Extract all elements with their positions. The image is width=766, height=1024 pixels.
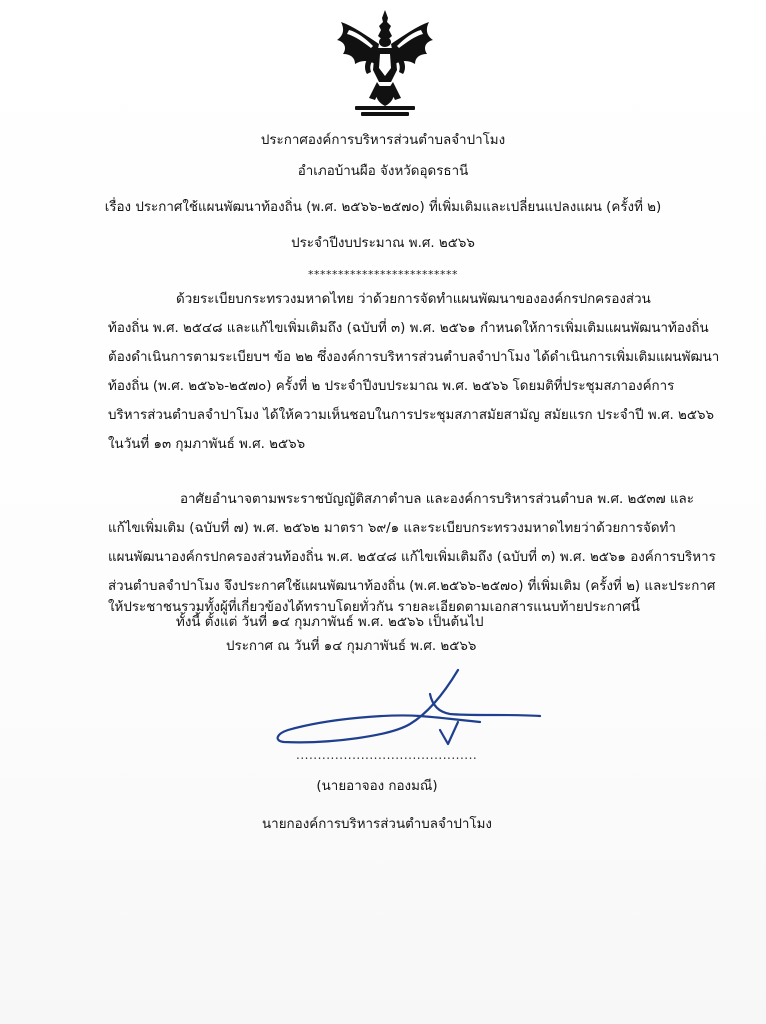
paragraph2-line: แก้ไขเพิ่มเติม (ฉบับที่ ๗) พ.ศ. ๒๕๖๒ มาตรา ๖๙/๑ และระเบียบกระทรวงมหาดไทยว่าด้วยการจัดทำ: [108, 521, 676, 536]
paragraph1-line: ในวันที่ ๑๓ กุมภาพันธ์ พ.ศ. ๒๕๖๖: [108, 437, 306, 452]
announcement-subject: เรื่อง ประกาศใช้แผนพัฒนาท้องถิ่น (พ.ศ. ๒๕๖๖-๒๕๗๐) ที่เพิ่มเติมและเปลี่ยนแปลงแผน (ครั้งที่ ๒): [104, 200, 662, 215]
paragraph2-line: ให้ประชาชนรวมทั้งผู้ที่เกี่ยวข้องได้ทราบโดยทั่วกัน รายละเอียดตามเอกสารแนบท้ายประกาศนี้: [108, 600, 640, 615]
paragraph1-line: ต้องดำเนินการตามระเบียบฯ ข้อ ๒๒ ซึ่งองค์การบริหารส่วนตำบลจำปาโมง ได้ดำเนินการเพิ่มเติมแผนพัฒนา: [108, 350, 720, 365]
announcement-location: อำเภอบ้านผือ จังหวัดอุดรธานี: [297, 164, 469, 179]
announced-date: ประกาศ ณ วันที่ ๑๔ กุมภาพันธ์ พ.ศ. ๒๕๖๖: [226, 639, 477, 654]
separator-stars: *************************: [308, 268, 458, 281]
announcement-fiscal-year: ประจำปีงบประมาณ พ.ศ. ๒๕๖๖: [291, 236, 475, 251]
paragraph2-line: ส่วนตำบลจำปาโมง จึงประกาศใช้แผนพัฒนาท้องถิ่น (พ.ศ.๒๕๖๖-๒๕๗๐) ที่เพิ่มเติม (ครั้งที่ ๒) และประกาศ: [108, 579, 716, 594]
announcement-title: ประกาศองค์การบริหารส่วนตำบลจำปาโมง: [260, 133, 506, 148]
signer-name: (นายอาจอง กองมณี): [316, 779, 438, 794]
paragraph2-line: อาศัยอำนาจตามพระราชบัญญัติสภาตำบล และองค์การบริหารส่วนตำบล พ.ศ. ๒๕๓๗ และ: [180, 492, 694, 507]
paragraph1-line: ท้องถิ่น พ.ศ. ๒๕๔๘ และแก้ไขเพิ่มเติมถึง (ฉบับที่ ๓) พ.ศ. ๒๕๖๑ กำหนดให้การเพิ่มเติมแผนพัฒนาท้องถิ่น: [108, 321, 709, 336]
signature-dotted-line: ..........................................: [296, 748, 478, 762]
paragraph1-line: ด้วยระเบียบกระทรวงมหาดไทย ว่าด้วยการจัดทำแผนพัฒนาขององค์กรปกครองส่วน: [176, 292, 651, 307]
paragraph1-line: บริหารส่วนตำบลจำปาโมง ได้ให้ความเห็นชอบในการประชุมสภาสมัยสามัญ สมัยแรก ประจำปี พ.ศ. ๒๕๖๖: [108, 408, 714, 423]
signer-position: นายกองค์การบริหารส่วนตำบลจำปาโมง: [262, 817, 492, 832]
paragraph1-line: ท้องถิ่น (พ.ศ. ๒๕๖๖-๒๕๗๐) ครั้งที่ ๒ ประจำปีงบประมาณ พ.ศ. ๒๕๖๖ โดยมติที่ประชุมสภาองค์การ: [108, 379, 675, 394]
paragraph2-line: แผนพัฒนาองค์กรปกครองส่วนท้องถิ่น พ.ศ. ๒๕๔๘ แก้ไขเพิ่มเติมถึง (ฉบับที่ ๓) พ.ศ. ๒๕๖๑ องค์การบริหาร: [108, 550, 716, 565]
garuda-emblem: [333, 8, 437, 120]
effective-date: ทั้งนี้ ตั้งแต่ วันที่ ๑๔ กุมภาพันธ์ พ.ศ. ๒๕๖๖ เป็นต้นไป: [176, 615, 484, 630]
